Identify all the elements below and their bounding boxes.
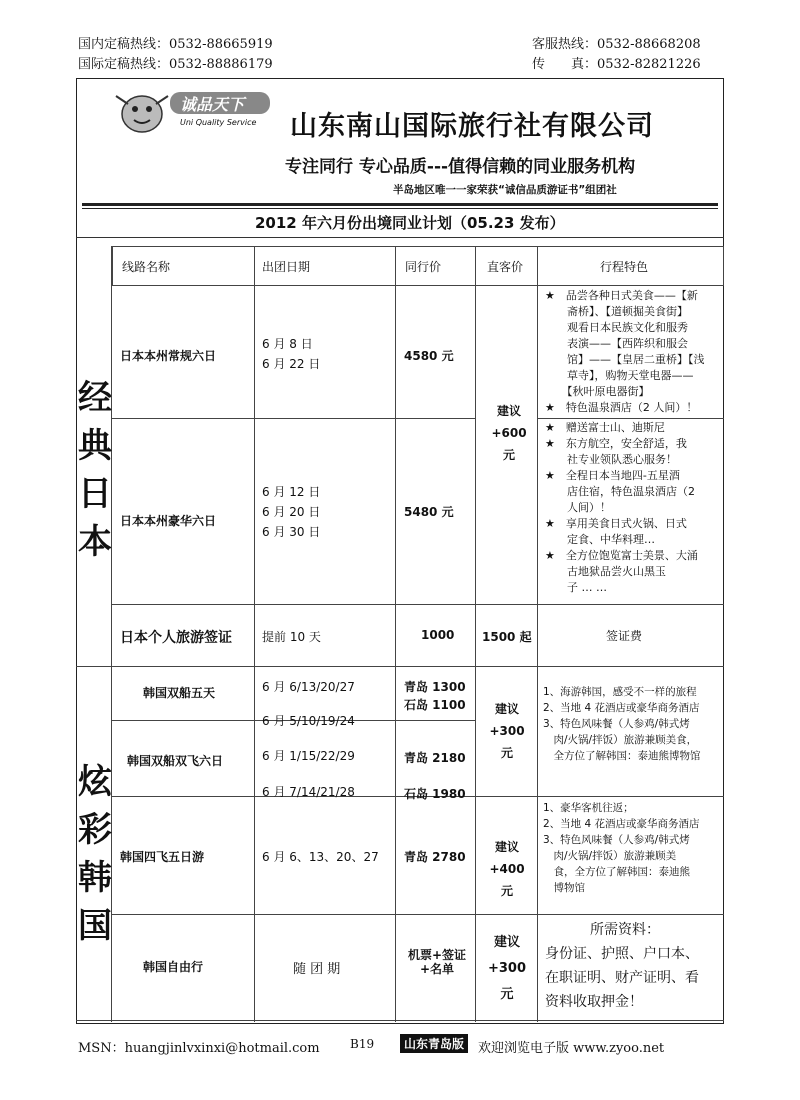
korea-section-label: 炫 彩 韩 国: [78, 762, 112, 946]
route-name: 日本本州豪华六日: [120, 514, 217, 528]
feature-text: 签证费: [606, 629, 643, 643]
depart-dates: 提前 10 天: [262, 630, 321, 644]
retail-price: 建议 +300 元: [489, 702, 525, 760]
table-top-rule: [76, 237, 724, 238]
peer-price: 4580 元: [404, 349, 454, 363]
header-retail: 直客价: [487, 260, 524, 274]
depart-dates: 随 团 期: [293, 962, 341, 977]
company-name: 山东南山国际旅行社有限公司: [290, 111, 654, 142]
feature-list: ★ 赠送富士山、迪斯尼 ★ 东方航空，安全舒适，我 社专业领队悉心服务！ ★ 全程日本当地四-五星酒 店住宿，特色温泉酒店（2 人间）！ ★ 享用美食日式火锅、日式 定食、中华料理… ★ 全方位饱览富士美景、大涌 古地狱品尝火山黑玉 子 … …: [545, 421, 698, 594]
feature-list: 所需资料： 身份证、护照、户口本、 在职证明、财产证明、看 资料收取押金！: [545, 922, 699, 1010]
logo-text: 诚品天下: [180, 95, 245, 114]
depart-dates: 6 月 6、13、20、27: [262, 850, 379, 864]
retail-price: 建议 +400 元: [489, 840, 525, 898]
peer-price: 1000: [421, 628, 455, 642]
depart-dates: 6 月 6/13/20/27 6 月 5/10/19/24: [262, 680, 355, 728]
international-hotline: 国际定稿热线：0532-88886179: [78, 57, 273, 72]
header-divider: [82, 203, 718, 206]
slogan: 专注同行 专心品质---值得信赖的同业服务机构: [285, 157, 636, 177]
depart-dates: 6 月 12 日 6 月 20 日 6 月 30 日: [262, 485, 321, 539]
row-rule: [112, 914, 724, 915]
feature-list: ★ 品尝各种日式美食——【新 斋桥】、【道顿掘美食街】 观看日本民族文化和服秀 表演——【西阵织和服会 馆】——【皇居二重桥】【浅 草寺】，购物天堂电器—— 【秋叶原电器街】 ★ 特色温泉酒店（2 人间）！: [545, 289, 705, 414]
company-logo: [108, 84, 278, 140]
row-rule: [538, 418, 724, 419]
route-name: 日本本州常规六日: [120, 349, 217, 363]
row-rule: [112, 604, 724, 605]
retail-price: 建议 +600 元: [491, 404, 527, 462]
route-name: 韩国四飞五日游: [120, 850, 205, 864]
route-name: 韩国自由行: [143, 960, 204, 974]
peer-price: 青岛 1300 石岛 1100: [404, 680, 466, 712]
route-name: 韩国双船五天: [143, 686, 216, 700]
award-line: 半岛地区唯一一家荣获“诚信品质游证书”组团社: [393, 184, 617, 196]
header-feature: 行程特色: [600, 260, 649, 274]
header-divider-thin: [82, 208, 718, 209]
website-line: 欢迎浏览电子版 www.zyoo.net: [478, 1041, 665, 1056]
peer-price: 青岛 2780: [404, 850, 466, 864]
service-hotline: 客服热线：0532-88668208: [532, 37, 701, 52]
row-rule: [112, 418, 476, 419]
plan-title: 2012 年六月份出境同业计划（05.23 发布）: [255, 214, 565, 232]
route-name: 日本个人旅游签证: [120, 630, 232, 646]
retail-price: 1500 起: [482, 630, 532, 644]
retail-price: 建议 +300 元: [487, 935, 527, 1002]
peer-price: 青岛 2180 石岛 1980: [404, 751, 466, 801]
feature-list: 1、海游韩国，感受不一样的旅程 2、当地 4 花酒店或豪华商务酒店 3、特色风味餐（人参鸡/韩式烤 肉/火锅/拌饭）旅游兼顾美食， 全方位了解韩国：泰迪熊博物馆: [543, 686, 701, 762]
logo-subtext: Uni Quality Service: [180, 118, 257, 127]
depart-dates: 6 月 8 日 6 月 22 日: [262, 337, 321, 371]
feature-list: 1、豪华客机往返； 2、当地 4 花酒店或豪华商务酒店 3、特色风味餐（人参鸡/韩式烤 肉/火锅/拌饭）旅游兼顾美 食，全方位了解韩国：泰迪熊 博物馆: [543, 802, 700, 894]
edition-badge: 山东青岛版: [400, 1034, 468, 1053]
header-route: 线路名称: [122, 260, 171, 274]
header-peer: 同行价: [405, 260, 442, 274]
peer-price: 5480 元: [404, 505, 454, 519]
table-bottom-rule: [76, 1020, 724, 1021]
fax-number: 传 真：0532-82821226: [532, 57, 701, 72]
depart-dates: 6 月 1/15/22/29 6 月 7/14/21/28: [262, 749, 355, 799]
page-number: B19: [350, 1037, 375, 1051]
msn-contact: MSN：huangjinlvxinxi@hotmail.com: [78, 1041, 320, 1056]
section-rule: [76, 666, 724, 667]
japan-section-label: 经 典 日 本: [78, 378, 112, 562]
route-name: 韩国双船双飞六日: [127, 754, 224, 768]
peer-price: 机票+签证 +名单: [407, 948, 467, 976]
header-date: 出团日期: [262, 260, 311, 274]
domestic-hotline: 国内定稿热线：0532-88665919: [78, 37, 273, 52]
